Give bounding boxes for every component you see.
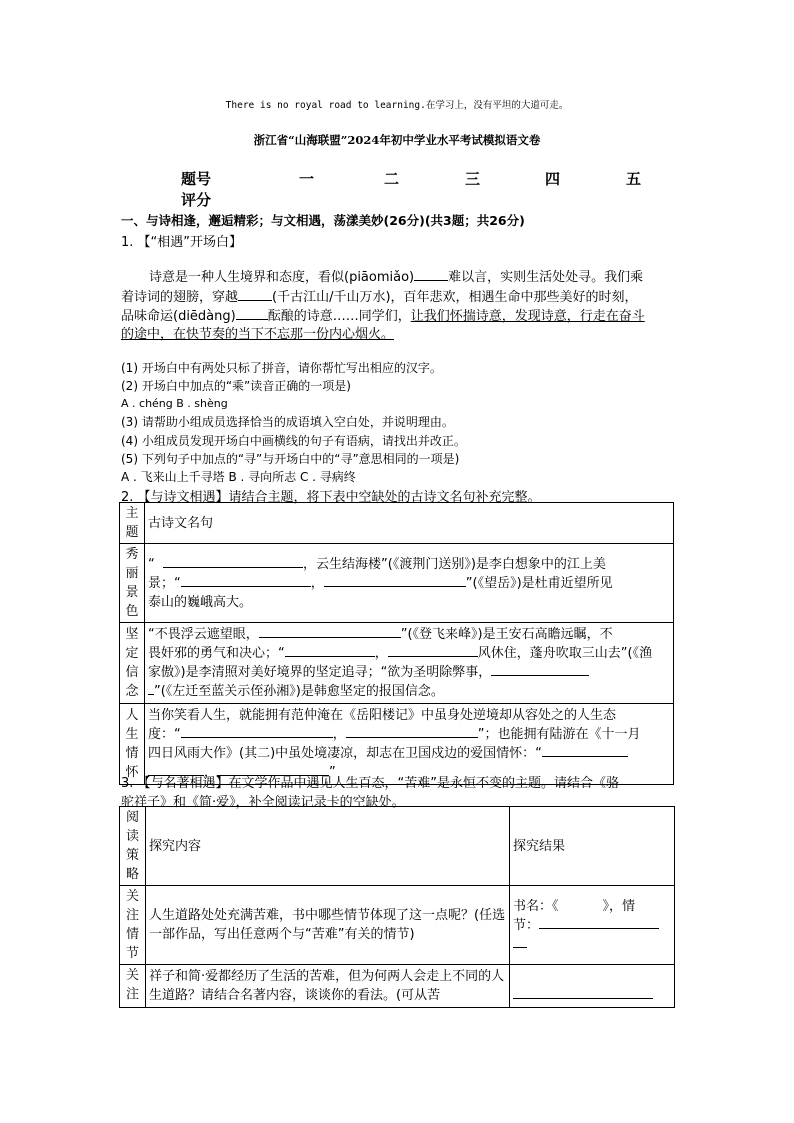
q3-row2-result [510, 965, 675, 1008]
blank-row2-4[interactable] [491, 663, 589, 676]
q1-para-line1: 诗意是一种人生境界和态度，看似(piāomiǎo) 难以言，实则生活处处寻。我们乘 [149, 270, 644, 285]
table-row [120, 544, 674, 623]
q3-heading-line2: 驼祥子》和《简·爱》，补全阅读记录卡的空缺处。 [121, 795, 405, 810]
underlined-sentence-part2: 的途中，在快节奏的当下不忘那一份内心烟火。 [121, 327, 395, 342]
q3-row1-result: 书名：《 》，情 节： [510, 886, 675, 965]
q2-row2-content: “不畏浮云遮望眼， ”(《登飞来峰》)是王安石高瞻远瞩，不 畏奸邪的勇气和决心；“ ， 风休住，蓬舟吹取三山去”(《渔 家傲》)是李清照对美好境界的坚定追寻；“欲为圣明除弊事， ”(《左迁至蓝关示侄孙湘》)是韩愈坚定的报国信念。 [145, 623, 674, 704]
blank-row1-1[interactable] [163, 555, 303, 568]
score-label-score: 评分 [181, 191, 212, 209]
q2-col-poem: 古诗文名句 [145, 503, 674, 544]
q3-heading-line1: 3. 【与名著相遇】在文学作品中遇见人生百态，“苦难”是永恒不变的主题。请结合《骆 [121, 776, 620, 791]
blank-row3-3[interactable] [542, 744, 628, 757]
q2-heading: 2. 【与诗文相遇】请结合主题，将下表中空缺处的古诗文名句补充完整。 [121, 490, 541, 505]
score-col-5: 五 [626, 170, 642, 188]
blank-piaomiao[interactable] [414, 268, 448, 281]
table-row [120, 965, 675, 1008]
blank-row1-3[interactable] [324, 574, 466, 587]
q1-para-line2: 着诗词的翅膀，穿越 (千古江山/千山万水)，百年悲欢，相遇生命中那些美好的时刻， [121, 290, 638, 305]
blank-row2-3[interactable] [388, 644, 478, 657]
blank-row2-2[interactable] [285, 644, 375, 657]
table-row [120, 807, 675, 886]
q1-sub5-options[interactable]: A . 飞来山上千寻塔 B . 寻向所志 C . 寻病终 [121, 470, 356, 484]
q1-sub2-options[interactable]: A . chéng B . shèng [121, 397, 228, 410]
table-row [120, 503, 674, 544]
blank-row3-2[interactable] [346, 725, 478, 738]
q1-para-line3: 品味命运(diēdàng) 酝酿的诗意……同学们，让我们怀揣诗意，发现诗意，行走在奋斗 [121, 309, 645, 324]
exam-title: 浙江省“山海联盟”2024年初中学业水平考试模拟语文卷 [253, 133, 541, 147]
q1-sub5: (5) 下列句子中加点的“寻”与开场白中的“寻”意思相同的一项是) [121, 452, 460, 466]
q2-row2-theme: 坚定信念 [120, 623, 145, 704]
score-label-number: 题号 [181, 170, 212, 188]
underlined-sentence-part1: 让我们怀揣诗意，发现诗意，行走在奋斗 [410, 309, 645, 324]
q3-col-strategy: 阅读策略 [120, 807, 146, 886]
blank-row2-1[interactable] [259, 625, 401, 638]
q1-sub1: (1) 开场白中有两处只标了拼音，请你帮忙写出相应的汉字。 [121, 361, 442, 375]
blank-q3-plot-2[interactable] [513, 935, 527, 948]
header-motto: There is no royal road to learning.在学习上，没有平坦的大道可走。 [225, 100, 569, 111]
q1-sub2: (2) 开场白中加点的“乘”读音正确的一项是) [121, 379, 351, 393]
blank-q3-plot[interactable] [539, 916, 659, 929]
score-col-2: 二 [384, 170, 400, 188]
q3-row2-strategy: 关注 [120, 965, 146, 1008]
score-col-3: 三 [465, 170, 481, 188]
q2-row3-content: 当你笑看人生，就能拥有范仲淹在《岳阳楼记》中虽身处逆境却从容处之的人生态 度：“ ， ”；也能拥有陆游在《十一月 四日风雨大作》(其二)中虽处境凄凉，却志在卫国戍边的爱国情怀：“ ， ” [145, 704, 674, 785]
q3-row1-content: 人生道路处处充满苦难，书中哪些情节体现了这一点呢？(任选一部作品，写出任意两个与“苦难”有关的情节) [146, 886, 510, 965]
q2-poem-table [119, 502, 674, 785]
q3-row1-strategy: 关注情节 [120, 886, 146, 965]
table-row [120, 886, 675, 965]
q2-row3-theme: 人生情怀 [120, 704, 145, 785]
q1-sub3: (3) 请帮助小组成员选择恰当的成语填入空白处，并说明理由。 [121, 415, 454, 429]
blank-row1-2[interactable] [181, 574, 311, 587]
score-col-4: 四 [545, 170, 561, 188]
q3-col-result: 探究结果 [510, 807, 675, 886]
q1-sub4: (4) 小组成员发现开场白中画横线的句子有语病，请找出并改正。 [121, 434, 466, 448]
score-col-1: 一 [299, 170, 315, 188]
blank-diedang[interactable] [236, 307, 268, 320]
blank-chengyu[interactable] [238, 288, 272, 301]
q2-row1-content: “ ，云生结海楼”(《渡荆门送别》)是李白想象中的江上美 景；“ ， ”(《望岳》)是杜甫近望所见 泰山的巍峨高大。 [145, 544, 674, 623]
section1-heading: 一、与诗相逢，邂逅精彩；与文相遇，荡漾美妙(26分)(共3题；共26分) [121, 213, 525, 228]
blank-row3-1[interactable] [181, 725, 333, 738]
q2-col-theme: 主题 [120, 503, 145, 544]
q3-col-content: 探究内容 [146, 807, 510, 886]
q2-row1-theme: 秀丽景色 [120, 544, 145, 623]
q3-reading-card [119, 806, 675, 1008]
table-row [120, 623, 674, 704]
q3-row2-content: 祥子和简·爱都经历了生活的苦难，但为何两人会走上不同的人生道路？请结合名著内容，谈谈你的看法。(可从苦 [146, 965, 510, 1008]
q1-heading: 1. 【“相遇”开场白】 [121, 235, 243, 250]
blank-q3-view[interactable] [513, 986, 653, 999]
